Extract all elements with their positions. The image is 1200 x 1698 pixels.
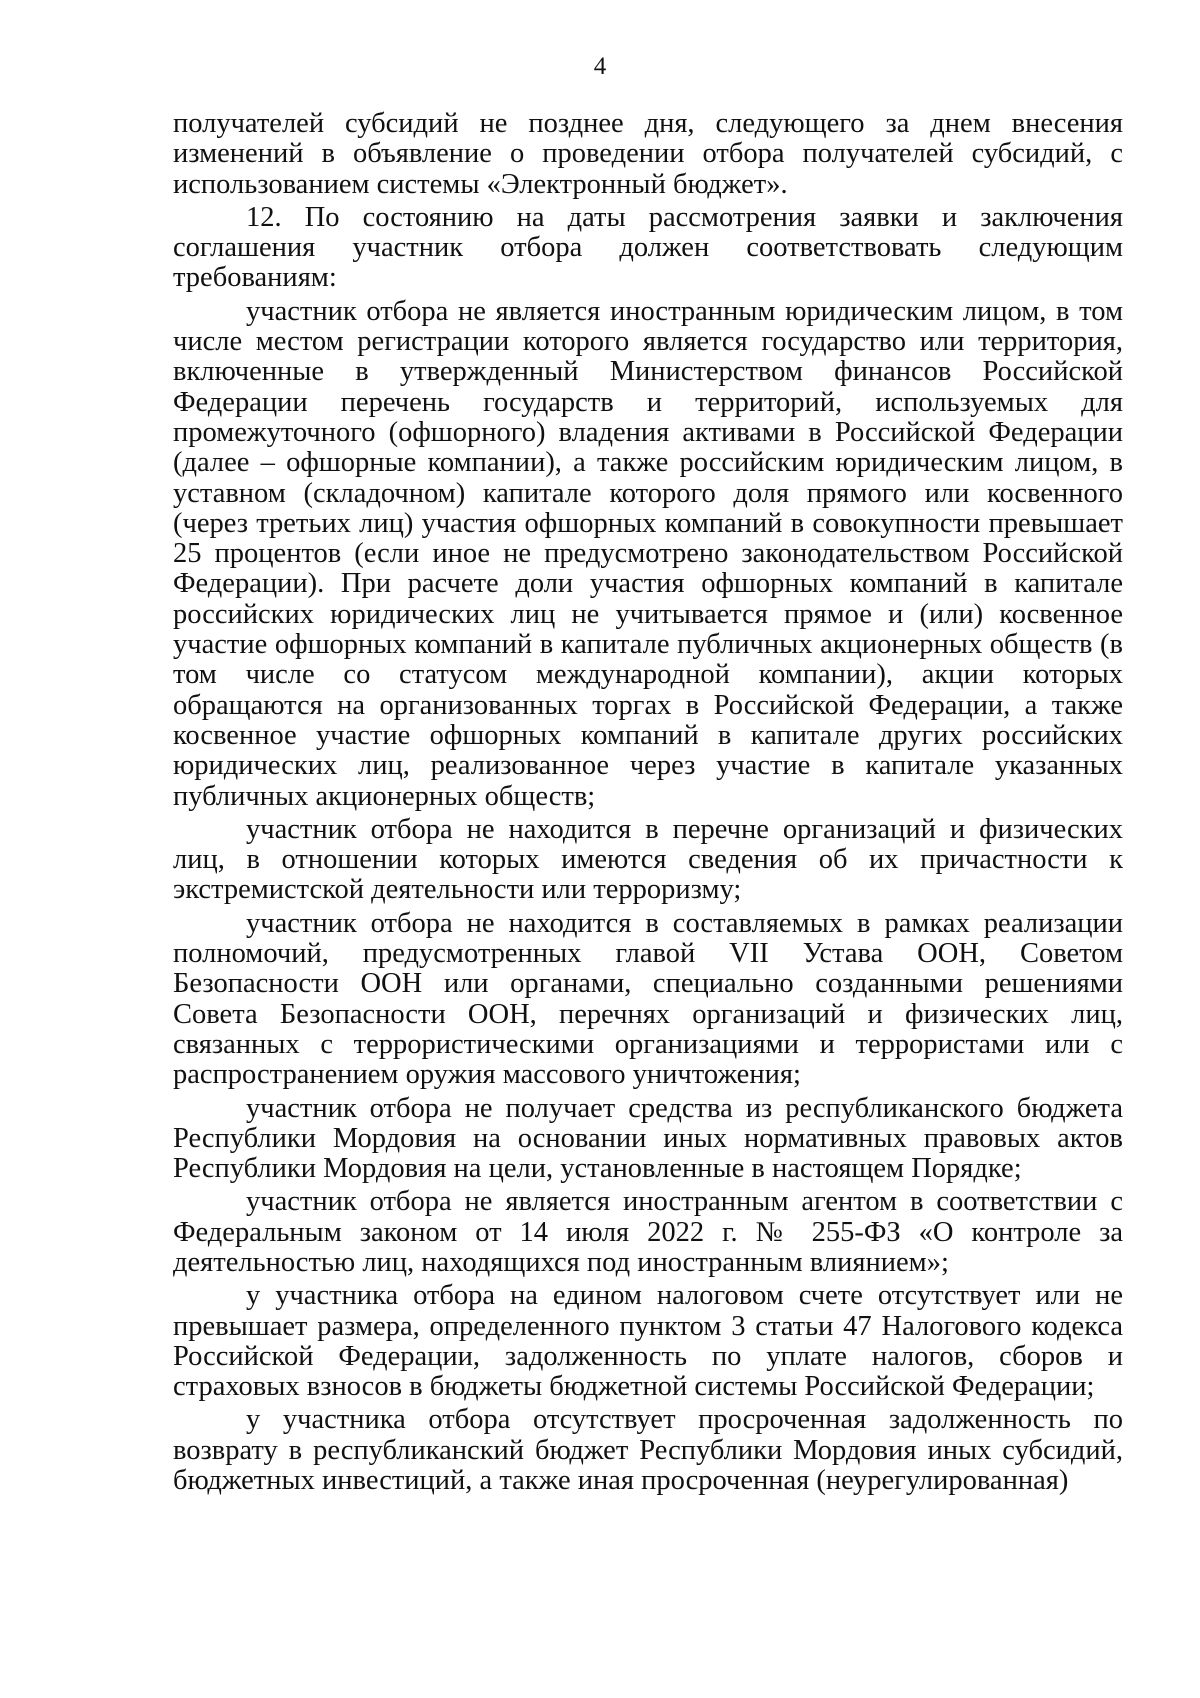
paragraph-un-sanctions-requirement: участник отбора не находится в составляемых в рамках реализации полномочий, предусмотренных главой VII Устава ООН, Советом Безопасности ООН или органами, специально созданными решениями Совета Безопасности ООН, перечнях организаций и физических лиц, связанных с террористическими организациями и террористами или с распространением оружия массового уничтожения;: [173, 907, 1123, 1091]
page-number: 4: [593, 53, 607, 80]
paragraph-foreign-agent-requirement: участник отбора не является иностранным агентом в соответствии с Федеральным законом от 14 июля 2022 г. № 255-ФЗ «О контроле за деятельностью лиц, находящихся под иностранным влиянием»;: [173, 1186, 1123, 1278]
paragraph-no-other-funds-requirement: участник отбора не получает средства из республиканского бюджета Республики Мордовия на основании иных нормативных правовых актов Республики Мордовия на цели, установленные в настоящем Порядке;: [173, 1092, 1123, 1185]
paragraph-tax-debt-requirement: у участника отбора на едином налоговом счете отсутствует или не превышает размера, определенного пунктом 3 статьи 47 Налогового кодекса Российской Федерации, задолженность по уплате налогов, сборов и страховых взносов в бюджеты бюджетной системы Российской Федерации;: [173, 1280, 1123, 1403]
paragraph-extremism-requirement: участник отбора не находится в перечне организаций и физических лиц, в отношении которых имеются сведения об их причастности к экстремистской деятельности или терроризму;: [173, 813, 1123, 906]
paragraph-clause-12: 12. По состоянию на даты рассмотрения заявки и заключения соглашения участник отбора должен соответствовать следующим требованиям:: [173, 201, 1123, 294]
paragraph-offshore-requirement: участник отбора не является иностранным юридическим лицом, в том числе местом регистрации которого является государство или территория, включенные в утвержденный Министерством финансов Российской Федерации перечень государств и территорий, используемых для промежуточного (офшорного) владения активами в Российской Федерации (далее – офшорные компании), а также российским юридическим лицом, в уставном (складочном) капитале которого доля прямого или косвенного (через третьих лиц) участия офшорных компаний в совокупности превышает 25 процентов (если иное не предусмотрено законодательством Российской Федерации). При расчете доли участия офшорных компаний в капитале российских юридических лиц не учитывается прямое и (или) косвенное участие офшорных компаний в капитале публичных акционерных обществ (в том числе со статусом международной компании), акции которых обращаются на организованных торгах в Российской Федерации, а также косвенное участие офшорных компаний в капитале других российских юридических лиц, реализованное через участие в капитале указанных публичных акционерных обществ;: [173, 295, 1123, 812]
document-body: [173, 109, 1123, 1496]
paragraph-overdue-debt-requirement: у участника отбора отсутствует просроченная задолженность по возврату в республиканский бюджет Республики Мордовия иных субсидий, бюджетных инвестиций, а также иная просроченная (неурегулированная): [173, 1404, 1123, 1497]
paragraph-continuation: получателей субсидий не позднее дня, следующего за днем внесения изменений в объявление о проведении отбора получателей субсидий, с использованием системы «Электронный бюджет».: [173, 108, 1123, 200]
